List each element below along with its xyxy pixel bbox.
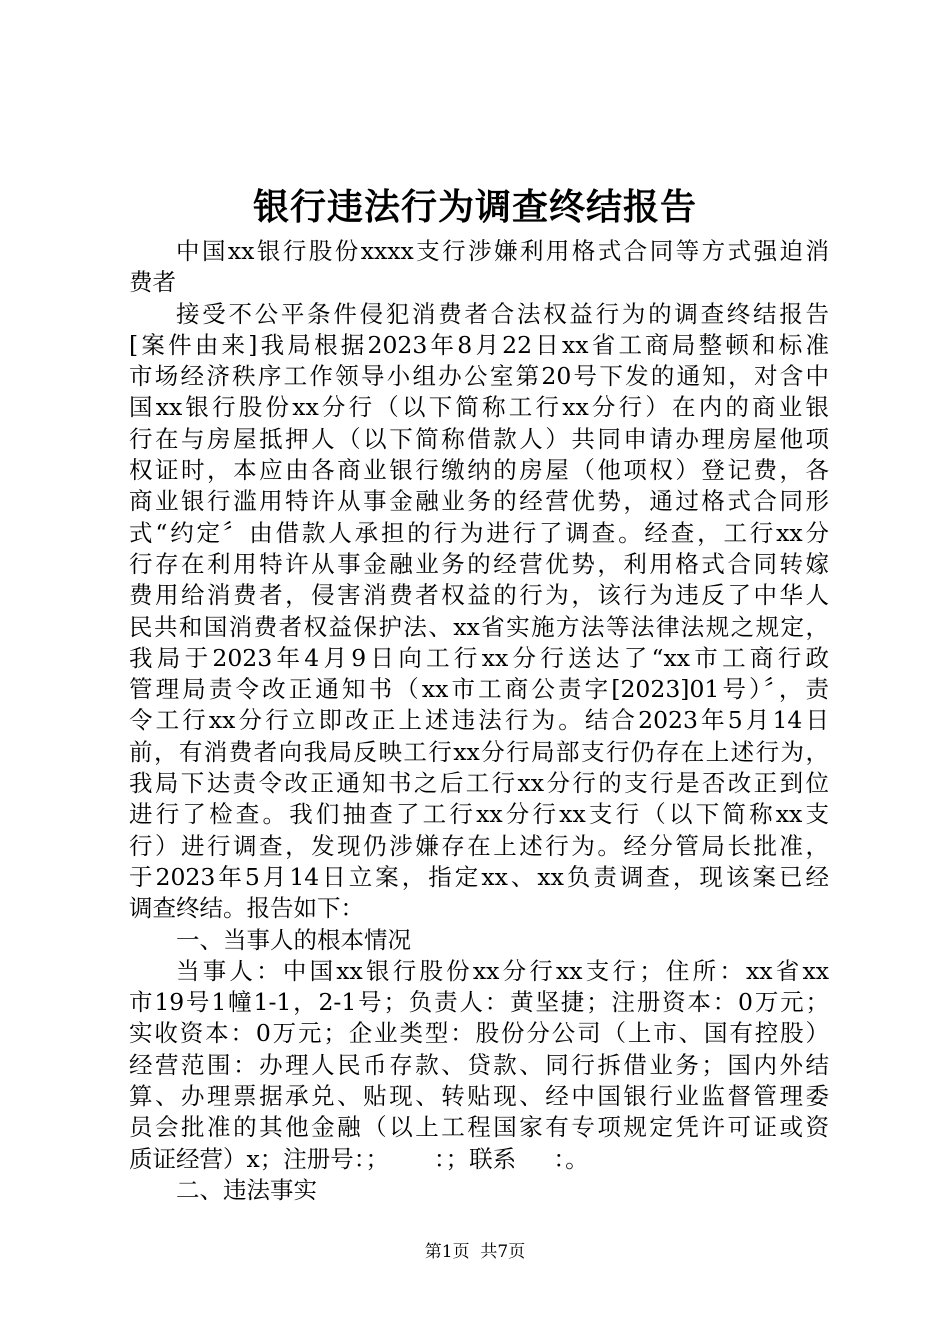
text-line: 进行了检查。我们抽查了工行xx分行xx支行（以下简称xx支 <box>129 800 829 829</box>
text-line: 于2023年5月14日立案，指定xx、xx负责调查，现该案已经 <box>129 862 829 891</box>
text-line: 令工行xx分行立即改正上述违法行为。结合2023年5月14日 <box>129 706 829 735</box>
text-line: 民共和国消费者权益保护法、xx省实施方法等法律法规之规定， <box>129 612 829 641</box>
text-line: 行在与房屋抵押人（以下简称借款人）共同申请办理房屋他项 <box>129 424 829 453</box>
text-line: 式“约定〞由借款人承担的行为进行了调查。经查，工行xx分 <box>129 518 829 547</box>
text-line: 我局于2023年4月9日向工行xx分行送达了“xx市工商行政 <box>129 643 829 672</box>
text-line: 市19号1幢1-1，2-1号；负责人：黄坚捷；注册资本：0万元； <box>129 988 829 1017</box>
text-line: 费者 <box>129 268 176 297</box>
text-line: 行存在利用特许从事金融业务的经营优势，利用格式合同转嫁 <box>129 549 829 578</box>
text-line: 商业银行滥用特许从事金融业务的经营优势，通过格式合同形 <box>129 487 829 516</box>
text-line: 调查终结。报告如下： <box>129 894 364 923</box>
text-line: 市场经济秩序工作领导小组办公室第20号下发的通知，对含中 <box>129 362 829 391</box>
section-heading: 一、当事人的根本情况 <box>176 925 411 954</box>
text-line: 员会批准的其他金融（以上工程国家有专项规定凭许可证或资 <box>129 1113 829 1142</box>
text-line: 权证时，本应由各商业银行缴纳的房屋（他项权）登记费，各 <box>129 456 829 485</box>
text-line: 行）进行调查，发现仍涉嫌存在上述行为。经分管局长批准， <box>129 831 829 860</box>
text-line: 中国xx银行股份xxxx支行涉嫌利用格式合同等方式强迫消 <box>176 237 829 265</box>
page-footer: 第1页 共7页 <box>424 1242 526 1262</box>
text-line: 接受不公平条件侵犯消费者合法权益行为的调查终结报告 <box>176 299 829 328</box>
text-line: 当事人：中国xx银行股份xx分行xx支行；住所：xx省xx <box>176 956 829 985</box>
text-line: [案件由来]我局根据2023年8月22日xx省工商局整顿和标准 <box>129 330 829 359</box>
text-line: 前，有消费者向我局反映工行xx分行局部支行仍存在上述行为， <box>129 737 829 766</box>
text-line: 算、办理票据承兑、贴现、转贴现、经中国银行业监督管理委 <box>129 1082 829 1111</box>
document-body <box>129 236 829 1206</box>
text-line: 国xx银行股份xx分行（以下简称工行xx分行）在内的商业银 <box>129 393 829 422</box>
text-line: 质证经营）x；注册号：； ：；联系 ：。 <box>129 1144 589 1173</box>
text-line: 经营范围：办理人民币存款、贷款、同行拆借业务；国内外结 <box>129 1050 829 1079</box>
text-line: 实收资本：0万元；企业类型：股份分公司（上市、国有控股） <box>129 1019 829 1048</box>
text-line: 我局下达责令改正通知书之后工行xx分行的支行是否改正到位 <box>129 769 829 798</box>
text-line: 管理局责令改正通知书（xx市工商公责字[2023]01号）〞，责 <box>129 675 829 704</box>
section-heading: 二、违法事实 <box>176 1175 317 1204</box>
document-title: 银行违法行为调查终结报告 <box>252 186 697 228</box>
text-line: 费用给消费者，侵害消费者权益的行为，该行为违反了中华人 <box>129 581 829 610</box>
